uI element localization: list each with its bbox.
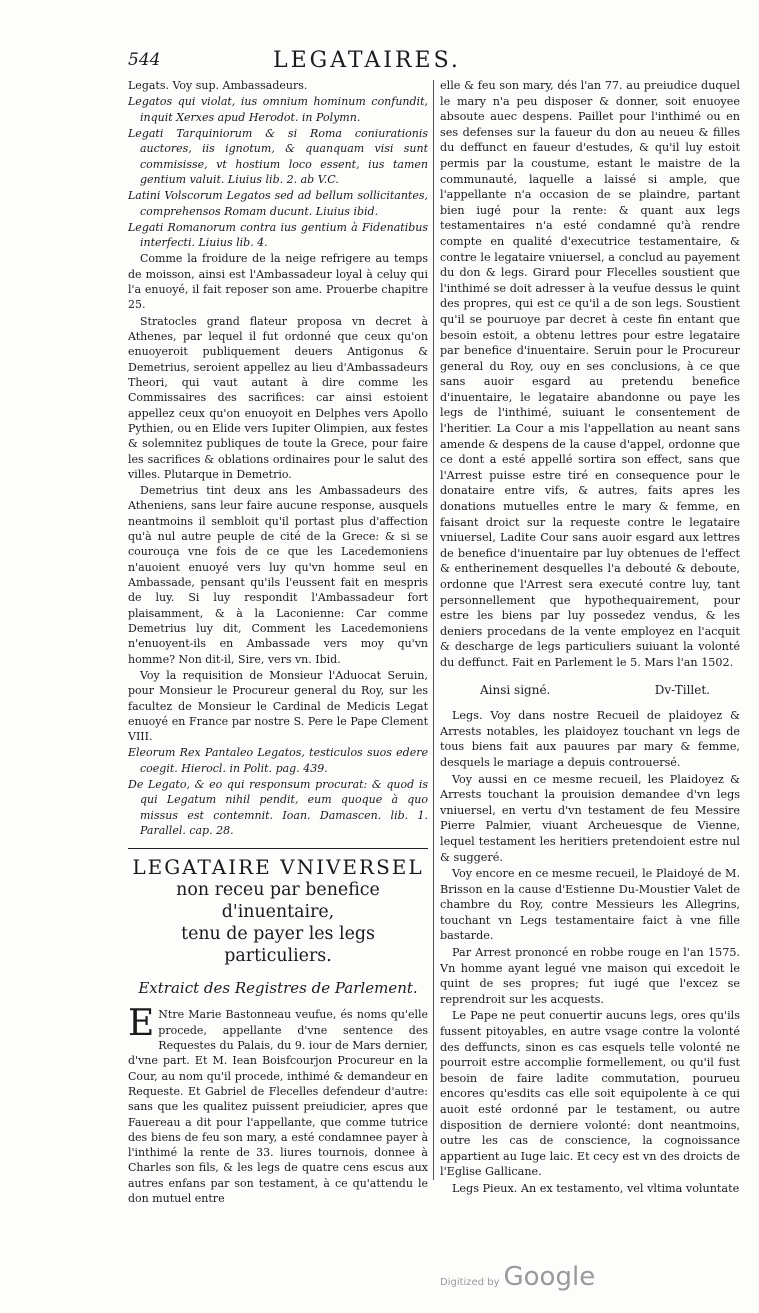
section-title: LEGATAIRE VNIVERSEL — [132, 855, 424, 880]
column-divider — [433, 80, 434, 1180]
section-subtitle: tenu de payer les legs particuliers. — [181, 924, 375, 967]
paragraph: Comme la froidure de la neige refrigere au temps de moisson, ainsi est l'Ambassadeur loyal à celuy qui l'a enuoyé, il fait reposer son ame. Prouerbe chapitre 25. — [128, 252, 428, 312]
page-header — [128, 48, 738, 78]
latin-citation: Latini Volscorum Legatos sed ad bellum sollicitantes, comprehensos Romam ducunt. Liuius ibid. — [128, 189, 428, 218]
page-number: 544 — [128, 50, 161, 70]
section-separator — [128, 848, 428, 849]
section-subtitle: non receu par benefice d'inuentaire, — [176, 880, 380, 923]
google-logo: Google — [503, 1262, 596, 1292]
extract-heading: Extraict des Registres de Parlement. — [138, 979, 418, 998]
paragraph: Legs. Voy dans nostre Recueil de plaidoyez & Arrests notables, les plaidoyez touchant vn legs de tous biens fait aux pauures par mary & femme, desquels le mariage a depuis controuersé. — [440, 709, 740, 769]
digitized-watermark — [440, 1262, 595, 1292]
paragraph: elle & feu son mary, dés l'an 77. au preiudice duquel le mary n'a peu disposer & donner, soit enuoyee absoute auec despens. Paillet pour l'inthimé ou en ses defenses sur la faueur du don au neueu & filles du deffunct en faueur d'estudes, & qu'il luy estoit permis par la coustume, estant le maistre de la communauté, laquelle a laissé si ample, que l'appellante n'a occasion de se plaindre, partant bien iugé pour la rente: & quant aux legs testamentaires n'a esté condamné qu'à rendre compte en qualité d'executrice testamentaire, & contre le legataire vniuersel, a conclud au payement du don & legs. Girard pour Flecelles soustient que l'inthimé se doit adresser à la veufue dessus le quint des propres, qui est ce qu'il a de son legs. Soustient qu'il se pouruoye par decret à ceste fin entant que besoin estoit, a obtenu lettres pour estre legataire par benefice d'inuentaire. Seruin pour le Procureur general du Roy, ouy en ses conclusions, à ce que sans auoir esgard au pretendu benefice d'inuentaire, le legataire abandonne ou paye les legs de l'inthimé, suiuant le consentement de l'heritier. La Cour a mis l'appellation au neant sans amende & despens de la cause d'appel, ordonne que ce dont a esté appellé sortira son effect, sans que l'Arrest puisse estre tiré en consequence pour le donataire entre vifs, & autres, faits apres les donations mutuelles entre le mary & femme, en faisant droict sur la requeste contre le legataire vniuersel, Ladite Cour sans auoir esgard aux lettres de benefice d'inuentaire par luy obtenues de l'effect & entherinement desquelles l'a debouté & deboute, ordonne que l'Arrest sera executé contre luy, tant personnellement que hypothequairement, pour estre les biens par luy possedez vendus, & les deniers procedans de la vente employez en l'acquit & descharge de legs particuliers suiuant la volonté du deffunct. Fait en Parlement le 5. Mars l'an 1502. — [440, 79, 740, 669]
drop-cap: E — [128, 1003, 155, 1045]
paragraph: Legs Pieux. An ex testamento, vel vltima voluntate — [452, 1181, 740, 1195]
paragraph: Voy la requisition de Monsieur l'Aduocat Seruin, pour Monsieur le Procureur general du Roy, sur les facultez de Monsieur le Cardinal de Medicis Legat enuoyé en France par nostre S. Pere le Pape Clement VIII. — [128, 668, 428, 744]
left-column — [128, 78, 428, 1207]
paragraph: Stratocles grand flateur proposa vn decret à Athenes, par lequel il fut ordonné que ceux qu'on enuoyeroit publiquement deuers Antigonus & Demetrius, seroient appellez au lieu d'Ambassadeurs Theori, qui vaut autant à dire comme les Commissaires des sacrifices: car ainsi estoient appellez ceux qu'on enuoyoit en Delphes vers Apollo Pythien, ou en Elide vers Iupiter Olimpien, aux festes & solemnitez publiques de toute la Grece, pour faire les sacrifices & oblations ordinaires pour le salut des villes. Plutarque in Demetrio. — [128, 314, 428, 481]
latin-citation: Eleorum Rex Pantaleo Legatos, testiculos suos edere coegit. Hierocl. in Polit. pag. 439. — [128, 746, 428, 775]
signature-label: Ainsi signé. — [480, 682, 551, 697]
paragraph: Voy aussi en ce mesme recueil, les Plaidoyez & Arrests touchant la prouision demandee d'vn legs vniuersel, en vertu d'vn testament de feu Messire Pierre Palmier, viuant Archeuesque de Vienne, lequel testament les heritiers pretendoient estre nul & suggeré. — [440, 772, 740, 864]
latin-citation: Legatos qui violat, ius omnium hominum confundit, inquit Xerxes apud Herodot. in Polymn. — [128, 95, 428, 124]
right-column — [440, 78, 740, 1198]
paragraph: Le Pape ne peut conuertir aucuns legs, ores qu'ils fussent pitoyables, en autre vsage contre la volonté des deffuncts, sinon es cas esquels telle volonté ne pourroit estre accomplie formellement, ou qu'il fust besoin de faire ladite commutation, pourueu encores qu'esdits cas elle soit equipolente à ce qui auoit esté ordonné par le testament, ou autre disposition de derniere volonté: dont neantmoins, outre les cas de conscience, la cognoissance appartient au Iuge laic. Et cecy est vn des droicts de l'Eglise Gallicane. — [440, 1009, 740, 1179]
signature-name: Dv-Tillet. — [654, 682, 710, 697]
paragraph: Voy encore en ce mesme recueil, le Plaidoyé de M. Brisson en la cause d'Estienne Du-Moustier Valet de chambre du Roy, contre Messieurs les Allegrins, touchant vn Legs testamentaire faict à vne fille bastarde. — [440, 867, 740, 943]
latin-citation: Legati Romanorum contra ius gentium à Fidenatibus interfecti. Liuius lib. 4. — [128, 220, 428, 250]
watermark-small: Digitized by — [440, 1277, 500, 1288]
latin-citation: Legati Tarquiniorum & si Roma coniurationis auctores, iis ignotum, & quanquam visi sunt commisisse, vt hostium loco essent, ius tamen gentium valuit. Liuius lib. 2. ab V.C. — [128, 126, 428, 186]
arret-text: Ntre Marie Bastonneau veufue, és noms qu'elle procede, appellante d'vne sentence des Requestes du Palais, du 9. iour de Mars dernier, d'vne part. Et M. Iean Boisfcourjon Procureur en la Cour, au nom qu'il procede, inthimé & demandeur en Requeste. Et Gabriel de Flecelles defendeur d'autre: sans que les qualitez puissent preiudicier, apres que Fauereau a dit pour l'appellante, que comme tutrice des biens de feu son mary, a esté condamnee payer à l'inthimé la rente de 33. liures tournois, donnee à Charles son fils, & les legs de quatre cens escus aux autres enfans par son testament, à ce qu'attendu le don mutuel entre — [128, 1008, 428, 1206]
paragraph: Par Arrest prononcé en robbe rouge en l'an 1575. Vn homme ayant legué vne maison qui excedoit le quint de ses propres; fut iugé que l'excez se reprendroit sur les acquests. — [440, 946, 740, 1006]
signature-line — [480, 683, 710, 699]
running-head: LEGATAIRES. — [273, 48, 461, 73]
cross-reference: Legats. Voy sup. Ambassadeurs. — [128, 79, 308, 92]
paragraph: Demetrius tint deux ans les Ambassadeurs des Atheniens, sans leur faire aucune response, ausquels neantmoins il sembloit qu'il portast plus d'affection qu'à nul autre peuple de cité de la Grece: & si se courouça vne fois de ce que les Lacedemoniens n'auoient enuoyé vers luy qu'vn homme seul en Ambassade, pensant qu'ils l'eussent fait en mespris de luy. Si luy respondit l'Ambassadeur fort plaisamment, & à la Laconienne: Car comme Demetrius luy dit, Comment les Lacedemoniens n'enuoyent-ils en Ambassade vers moy qu'vn homme? Non dit-il, Sire, vers vn. Ibid. — [128, 484, 428, 666]
latin-citation: De Legato, & eo qui responsum procurat: & quod is qui Legatum nihil pendit, eum quoque à quo missus est contemnit. Ioan. Damascen. lib. 1. Parallel. cap. 28. — [128, 778, 428, 837]
arret-paragraph — [128, 1003, 428, 1206]
